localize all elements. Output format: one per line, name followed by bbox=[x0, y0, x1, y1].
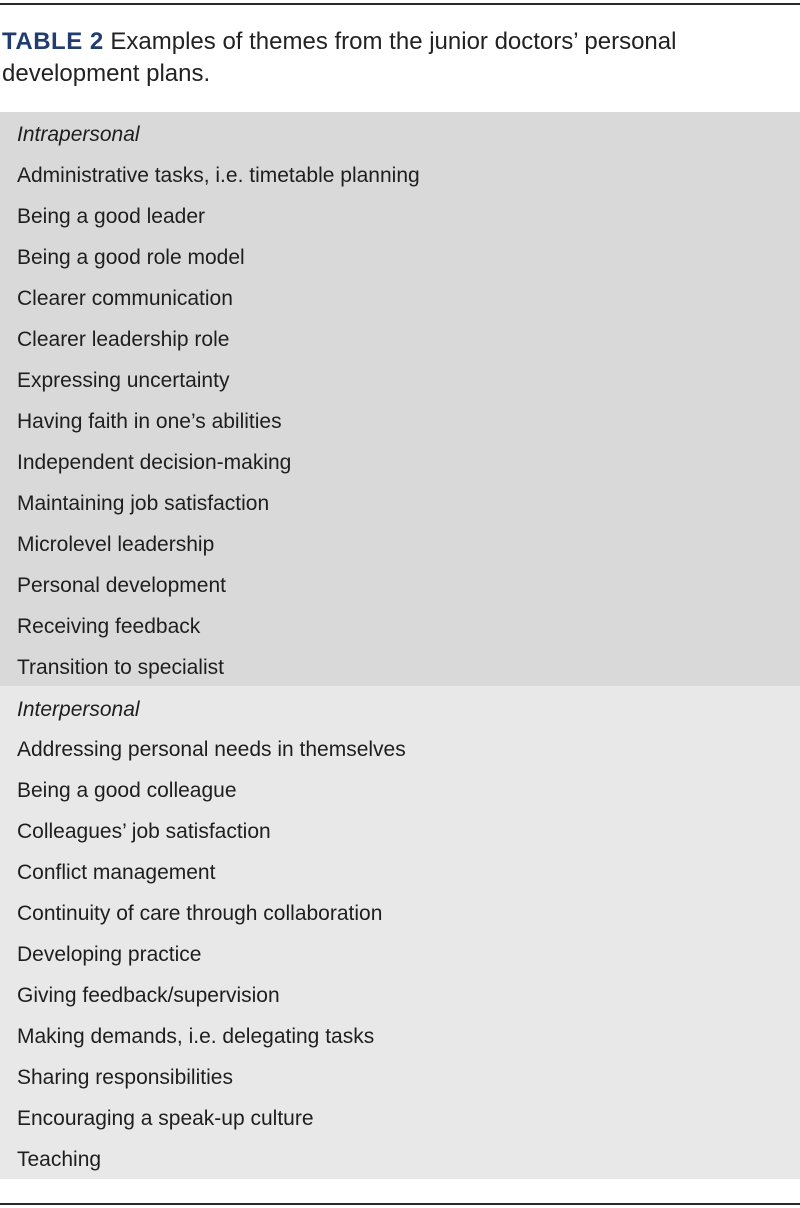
table-row: Conflict management bbox=[17, 861, 216, 884]
table-row: Making demands, i.e. delegating tasks bbox=[17, 1025, 375, 1048]
table-row: Independent decision-making bbox=[17, 451, 292, 474]
table-row: Encouraging a speak-up culture bbox=[17, 1107, 314, 1130]
table-row: Administrative tasks, i.e. timetable planning bbox=[17, 164, 420, 187]
table-row: Personal development bbox=[17, 574, 226, 597]
table-row: Maintaining job satisfaction bbox=[17, 492, 270, 515]
table-row: Giving feedback/supervision bbox=[17, 984, 280, 1007]
table-row: Teaching bbox=[17, 1148, 102, 1171]
section-heading-interpersonal: Interpersonal bbox=[17, 698, 140, 721]
table-bottom-rule bbox=[0, 1203, 800, 1205]
interpersonal-section bbox=[0, 686, 800, 1179]
table-row: Continuity of care through collaboration bbox=[17, 902, 383, 925]
section-heading-intrapersonal: Intrapersonal bbox=[17, 123, 140, 146]
table-top-rule bbox=[0, 3, 800, 5]
table-row: Clearer leadership role bbox=[17, 328, 230, 351]
intrapersonal-section bbox=[0, 112, 800, 686]
table-row: Receiving feedback bbox=[17, 615, 201, 638]
table-row: Sharing responsibilities bbox=[17, 1066, 233, 1089]
table-row: Being a good role model bbox=[17, 246, 245, 269]
table-caption-text: Examples of themes from the junior doctors’ personal development plans. bbox=[2, 28, 677, 87]
table-row: Expressing uncertainty bbox=[17, 369, 230, 392]
table-row: Developing practice bbox=[17, 943, 202, 966]
table-row: Clearer communication bbox=[17, 287, 233, 310]
table-row: Addressing personal needs in themselves bbox=[17, 738, 406, 761]
table-row: Being a good leader bbox=[17, 205, 205, 228]
table-row: Transition to specialist bbox=[17, 656, 224, 679]
table-row: Having faith in one’s abilities bbox=[17, 410, 282, 433]
table-caption bbox=[2, 26, 792, 90]
table-row: Being a good colleague bbox=[17, 779, 237, 802]
table-row: Microlevel leadership bbox=[17, 533, 215, 556]
table-label: TABLE 2 bbox=[2, 28, 104, 55]
table-row: Colleagues’ job satisfaction bbox=[17, 820, 271, 843]
